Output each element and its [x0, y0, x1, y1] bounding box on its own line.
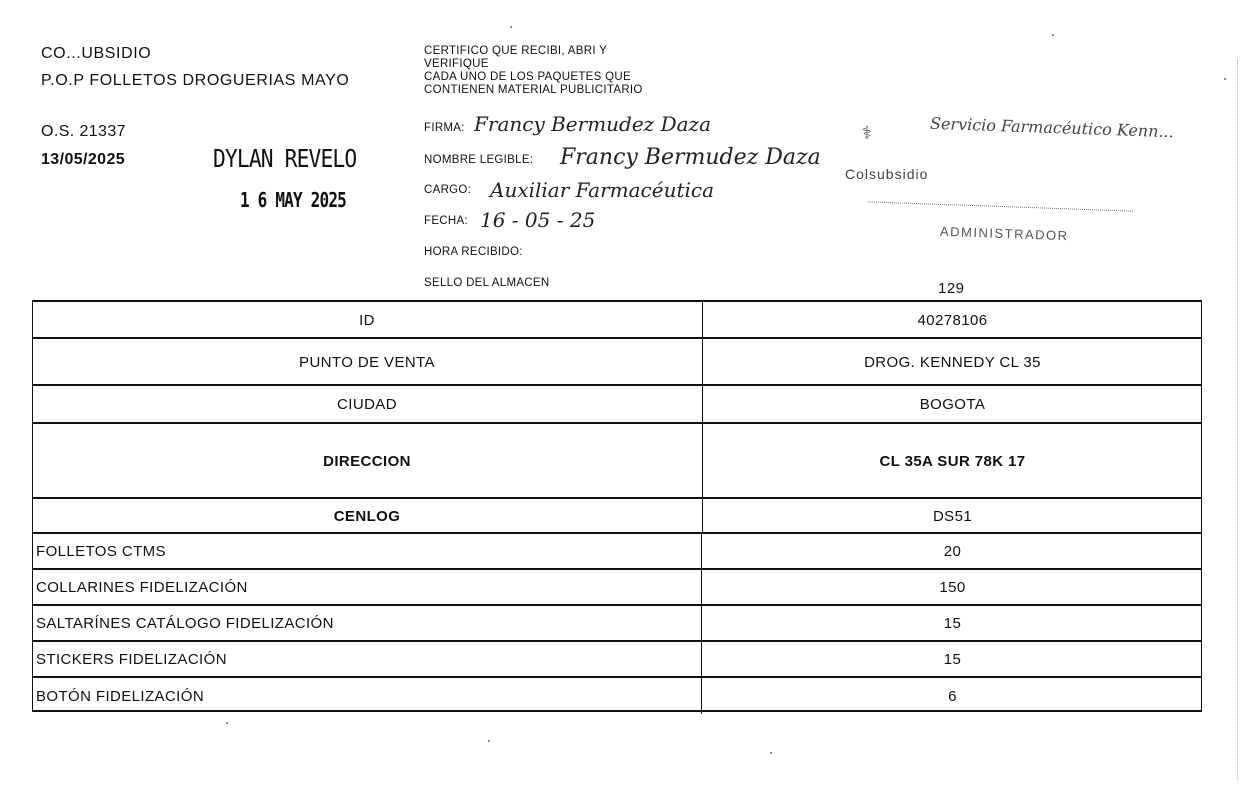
table-row [32, 337, 1202, 385]
scan-speck [770, 752, 772, 754]
firma-signature: Francy Bermudez Daza [474, 112, 711, 136]
row-value: CL 35A SUR 78K 17 [879, 452, 1026, 470]
certificate-line: CADA UNO DE LOS PAQUETES QUE [424, 71, 631, 83]
table-row [32, 676, 1202, 714]
row-label: ID [32, 302, 703, 338]
row-label: CENLOG [32, 499, 703, 533]
header-line-title: P.O.P FOLLETOS DROGUERIAS MAYO [41, 72, 350, 89]
row-label: DIRECCION [32, 424, 703, 498]
fecha-label: FECHA: [424, 215, 468, 227]
row-label: STICKERS FIDELIZACIÓN [32, 642, 702, 677]
table-row [32, 532, 1202, 569]
row-label: BOTÓN FIDELIZACIÓN [32, 678, 702, 714]
table-row [32, 640, 1202, 677]
scan-speck [226, 722, 228, 724]
scan-speck [488, 740, 490, 742]
table-row [32, 497, 1202, 533]
table-row [32, 300, 1202, 338]
sello-label: SELLO DEL ALMACEN [424, 277, 550, 289]
row-label: CIUDAD [32, 386, 703, 423]
row-value: 150 [939, 579, 966, 596]
scan-speck [1052, 34, 1054, 36]
certificate-line: VERIFIQUE [424, 58, 489, 70]
package-count: 129 [938, 280, 965, 297]
nombre-label: NOMBRE LEGIBLE: [424, 154, 534, 166]
row-value: 15 [943, 651, 962, 668]
order-info [41, 118, 126, 174]
hora-label: HORA RECIBIDO: [424, 246, 523, 258]
row-value: 20 [943, 543, 962, 560]
scan-edge [1235, 60, 1238, 780]
scan-speck [510, 26, 512, 28]
order-date: 13/05/2025 [41, 151, 126, 168]
seal-role-text: ADMINISTRADOR [939, 223, 1069, 244]
seal-logo-icon: ⚕ [862, 123, 872, 143]
cargo-value: Auxiliar Farmacéutica [490, 178, 715, 202]
firma-label: FIRMA: [424, 122, 465, 134]
row-label: SALTARÍNES CATÁLOGO FIDELIZACIÓN [32, 606, 702, 641]
order-number: O.S. 21337 [41, 123, 126, 140]
stamp-name: DYLAN REVELO [213, 144, 357, 173]
row-value: DROG. KENNEDY CL 35 [864, 353, 1041, 371]
seal-service-text: Servicio Farmacéutico Kenn... [929, 113, 1175, 142]
fecha-value: 16 - 05 - 25 [480, 208, 596, 232]
table-row [32, 422, 1202, 498]
row-label: COLLARINES FIDELIZACIÓN [32, 570, 702, 605]
row-label: PUNTO DE VENTA [32, 339, 703, 385]
certificate-text [424, 45, 643, 97]
row-value: 40278106 [917, 311, 988, 329]
stamp-date: 1 6 MAY 2025 [240, 188, 346, 212]
scan-speck [1224, 78, 1226, 80]
certificate-line: CONTIENEN MATERIAL PUBLICITARIO [424, 84, 643, 96]
row-label: FOLLETOS CTMS [32, 534, 702, 569]
table-row [32, 384, 1202, 423]
header-block [41, 40, 349, 94]
nombre-value: Francy Bermudez Daza [560, 145, 821, 170]
row-value: DS51 [932, 507, 973, 525]
seal-signature-line [868, 201, 1133, 211]
row-value: BOGOTA [919, 396, 986, 413]
row-value: 6 [948, 687, 957, 705]
table-row [32, 568, 1202, 605]
table-row [32, 604, 1202, 641]
header-line-company: CO...UBSIDIO [41, 45, 152, 62]
row-value: 15 [943, 615, 962, 632]
certificate-line: CERTIFICO QUE RECIBI, ABRI Y [424, 45, 608, 57]
cargo-label: CARGO: [424, 184, 472, 196]
seal-company-text: Colsubsidio [845, 166, 929, 182]
delivery-table [32, 300, 1202, 712]
